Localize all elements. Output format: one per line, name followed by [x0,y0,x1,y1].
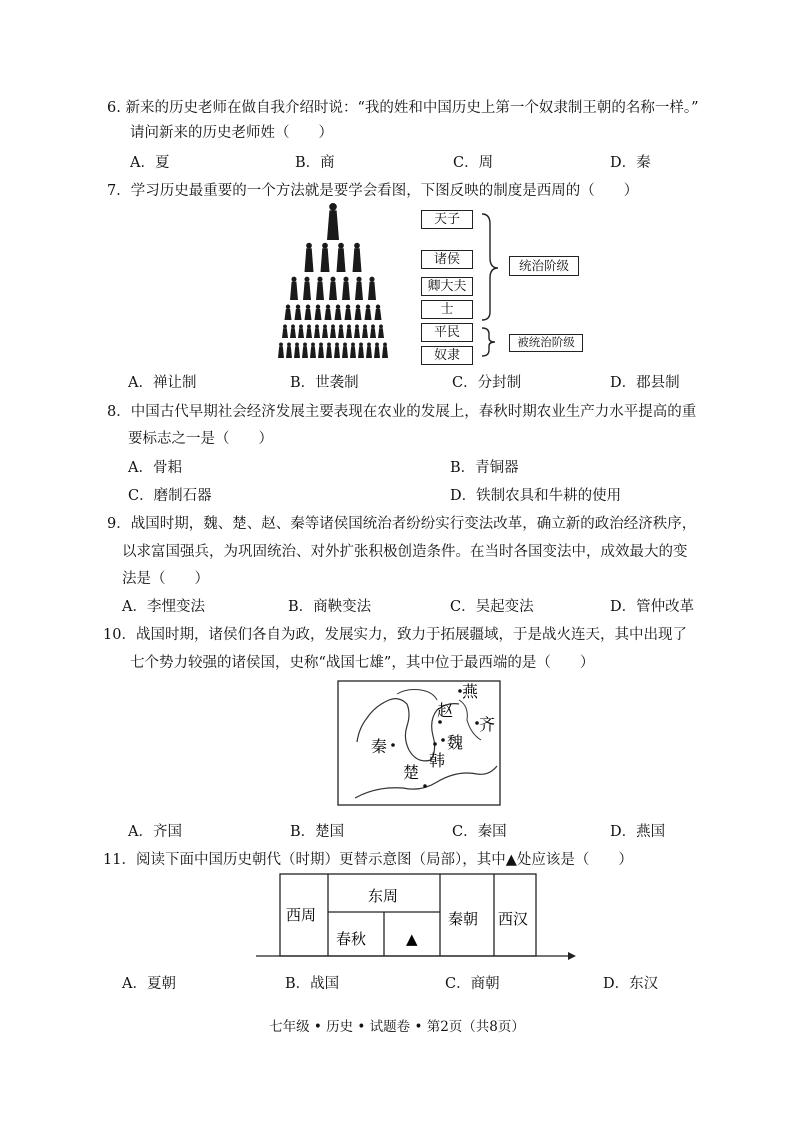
pyramid-person [353,243,362,272]
pyramid-person [382,342,388,358]
pyramid-person [285,305,292,320]
q6-stem-line2: 请问新来的历史老师姓（ ） [130,125,333,141]
pyramid-person [368,277,376,300]
pyramid-person [290,324,296,338]
q6-option-b: B．商 [295,155,335,171]
pyramid-person [346,324,352,338]
pyramid-figure [258,200,408,364]
map-label-wei: 魏 [447,733,464,752]
rank-tianzi: 天子 [421,210,473,229]
timeline-xizhou: 西周 [286,906,317,924]
q9-option-c: C．吴起变法 [450,599,534,615]
pyramid-person [306,324,312,338]
pyramid-person [337,243,346,272]
pyramid-person [315,305,322,320]
pyramid-person [330,324,336,338]
pyramid-person [342,342,348,358]
pyramid-person [298,324,304,338]
q6-option-d: D．秦 [610,155,651,171]
q8-option-a: A．骨耜 [128,460,182,476]
pyramid-person [303,277,311,300]
q9-option-b: B．商鞅变法 [288,599,372,615]
timeline-marker: ▲ [406,930,418,948]
pyramid-person [305,305,312,320]
dynasty-timeline [256,870,578,962]
q6-option-a: A．夏 [130,155,170,171]
q10-stem-line2: 七个势力较强的诸侯国，史称“战国七雄”，其中位于最西端的是（ ） [130,655,595,671]
rank-nuli: 奴隶 [421,346,473,365]
map-label-yan: 燕 [462,682,479,701]
pyramid-person [318,342,324,358]
q6-option-c: C．周 [453,155,494,171]
q9-stem-line1: 9．战国时期，魏、楚、赵、秦等诸侯国统治者纷纷实行变法改革，确立新的政治经济秩序， [107,516,697,532]
map-label-chu: 楚 [403,763,420,782]
timeline-xihan: 西汉 [498,910,529,928]
rank-qingdafu: 卿大夫 [421,277,473,296]
pyramid-person [378,324,384,338]
pyramid-person [355,277,363,300]
q9-option-d: D．管仲改革 [610,599,695,615]
q11-option-b: B．战国 [285,976,340,992]
q8-option-b: B．青铜器 [450,460,519,476]
pyramid-person [358,342,364,358]
pyramid-person [305,243,314,272]
pyramid-person [370,324,376,338]
pyramid-person [325,305,332,320]
pyramid-person [302,342,308,358]
pyramid-person [342,277,350,300]
q7-stem: 7．学习历史最重要的一个方法就是要学会看图，下图反映的制度是西周的（ ） [107,183,639,199]
q8-stem-line1: 8．中国古代早期社会经济发展主要表现在农业的发展上，春秋时期农业生产力水平提高的重 [107,404,697,420]
pyramid-person [334,342,340,358]
pyramid-person [290,277,298,300]
rank-zhuhou: 诸侯 [421,250,473,269]
pyramid-person [322,324,328,338]
q11-option-c: C．商朝 [445,976,500,992]
brackets [478,212,508,362]
pyramid-person [365,305,372,320]
pyramid-person [335,305,342,320]
q10-option-a: A．齐国 [128,824,182,840]
q8-option-c: C．磨制石器 [128,488,212,504]
pyramid-person [375,305,382,320]
pyramid-person [327,203,339,240]
pyramid-person [362,324,368,338]
pyramid-person [354,324,360,338]
pyramid-person [295,305,302,320]
q6-stem-line1: 6. 新来的历史老师在做自我介绍时说：“我的姓和中国历史上第一个奴隶制王朝的名称一样。” [107,100,699,116]
pyramid-person [374,342,380,358]
ruled-class-label: 被统治阶级 [509,334,583,352]
q11-stem: 11．阅读下面中国历史朝代（时期）更替示意图（局部），其中▲处应该是（ ） [103,852,633,868]
q10-option-b: B．楚国 [290,824,345,840]
timeline-dongzhou: 东周 [368,887,399,905]
pyramid-person [321,243,330,272]
rank-pingmin: 平民 [421,323,473,342]
map-label-qin: 秦 [371,737,388,756]
pyramid-person [282,324,288,338]
pyramid-person [286,342,292,358]
q10-stem-line1: 10．战国时期，诸侯们各自为政，发展实力，致力于拓展疆域，于是战火连天，其中出现了 [103,627,687,643]
pyramid-person [366,342,372,358]
q7-option-b: B．世袭制 [290,375,359,391]
pyramid-person [294,342,300,358]
pyramid-person [355,305,362,320]
page-footer: 七年级 • 历史 • 试题卷 • 第2页（共8页） [269,1019,525,1035]
pyramid-person [338,324,344,338]
timeline-qin: 秦朝 [448,910,479,928]
q8-stem-line2: 要标志之一是（ ） [128,431,273,447]
pyramid-person [316,277,324,300]
q11-option-a: A．夏朝 [122,976,176,992]
q9-stem-line3: 法是（ ） [122,571,209,587]
map-label-han: 韩 [429,751,446,770]
q11-option-d: D．东汉 [603,976,659,992]
rank-shi: 士 [421,300,473,319]
q7-option-c: C．分封制 [452,375,522,391]
pyramid-person [314,324,320,338]
q7-option-a: A．禅让制 [128,375,197,391]
pyramid-person [329,277,337,300]
timeline-chunqiu: 春秋 [336,930,367,948]
pyramid-person [278,342,284,358]
pyramid-person [345,305,352,320]
q8-option-d: D．铁制农具和牛耕的使用 [450,488,622,504]
pyramid-person [310,342,316,358]
ruling-class-label: 统治阶级 [509,256,579,276]
map-label-zhao: 赵 [437,701,454,720]
q10-option-d: D．燕国 [610,824,666,840]
map-label-qi: 齐 [479,715,496,734]
q7-option-d: D．郡县制 [610,375,680,391]
q10-option-c: C．秦国 [452,824,507,840]
pyramid-person [350,342,356,358]
q9-stem-line2: 以求富国强兵，为巩固统治、对外扩张积极创造条件。在当时各国变法中，成效最大的变 [122,544,688,560]
warring-states-map [337,680,501,806]
pyramid-person [326,342,332,358]
q9-option-a: A．李悝变法 [122,599,205,615]
